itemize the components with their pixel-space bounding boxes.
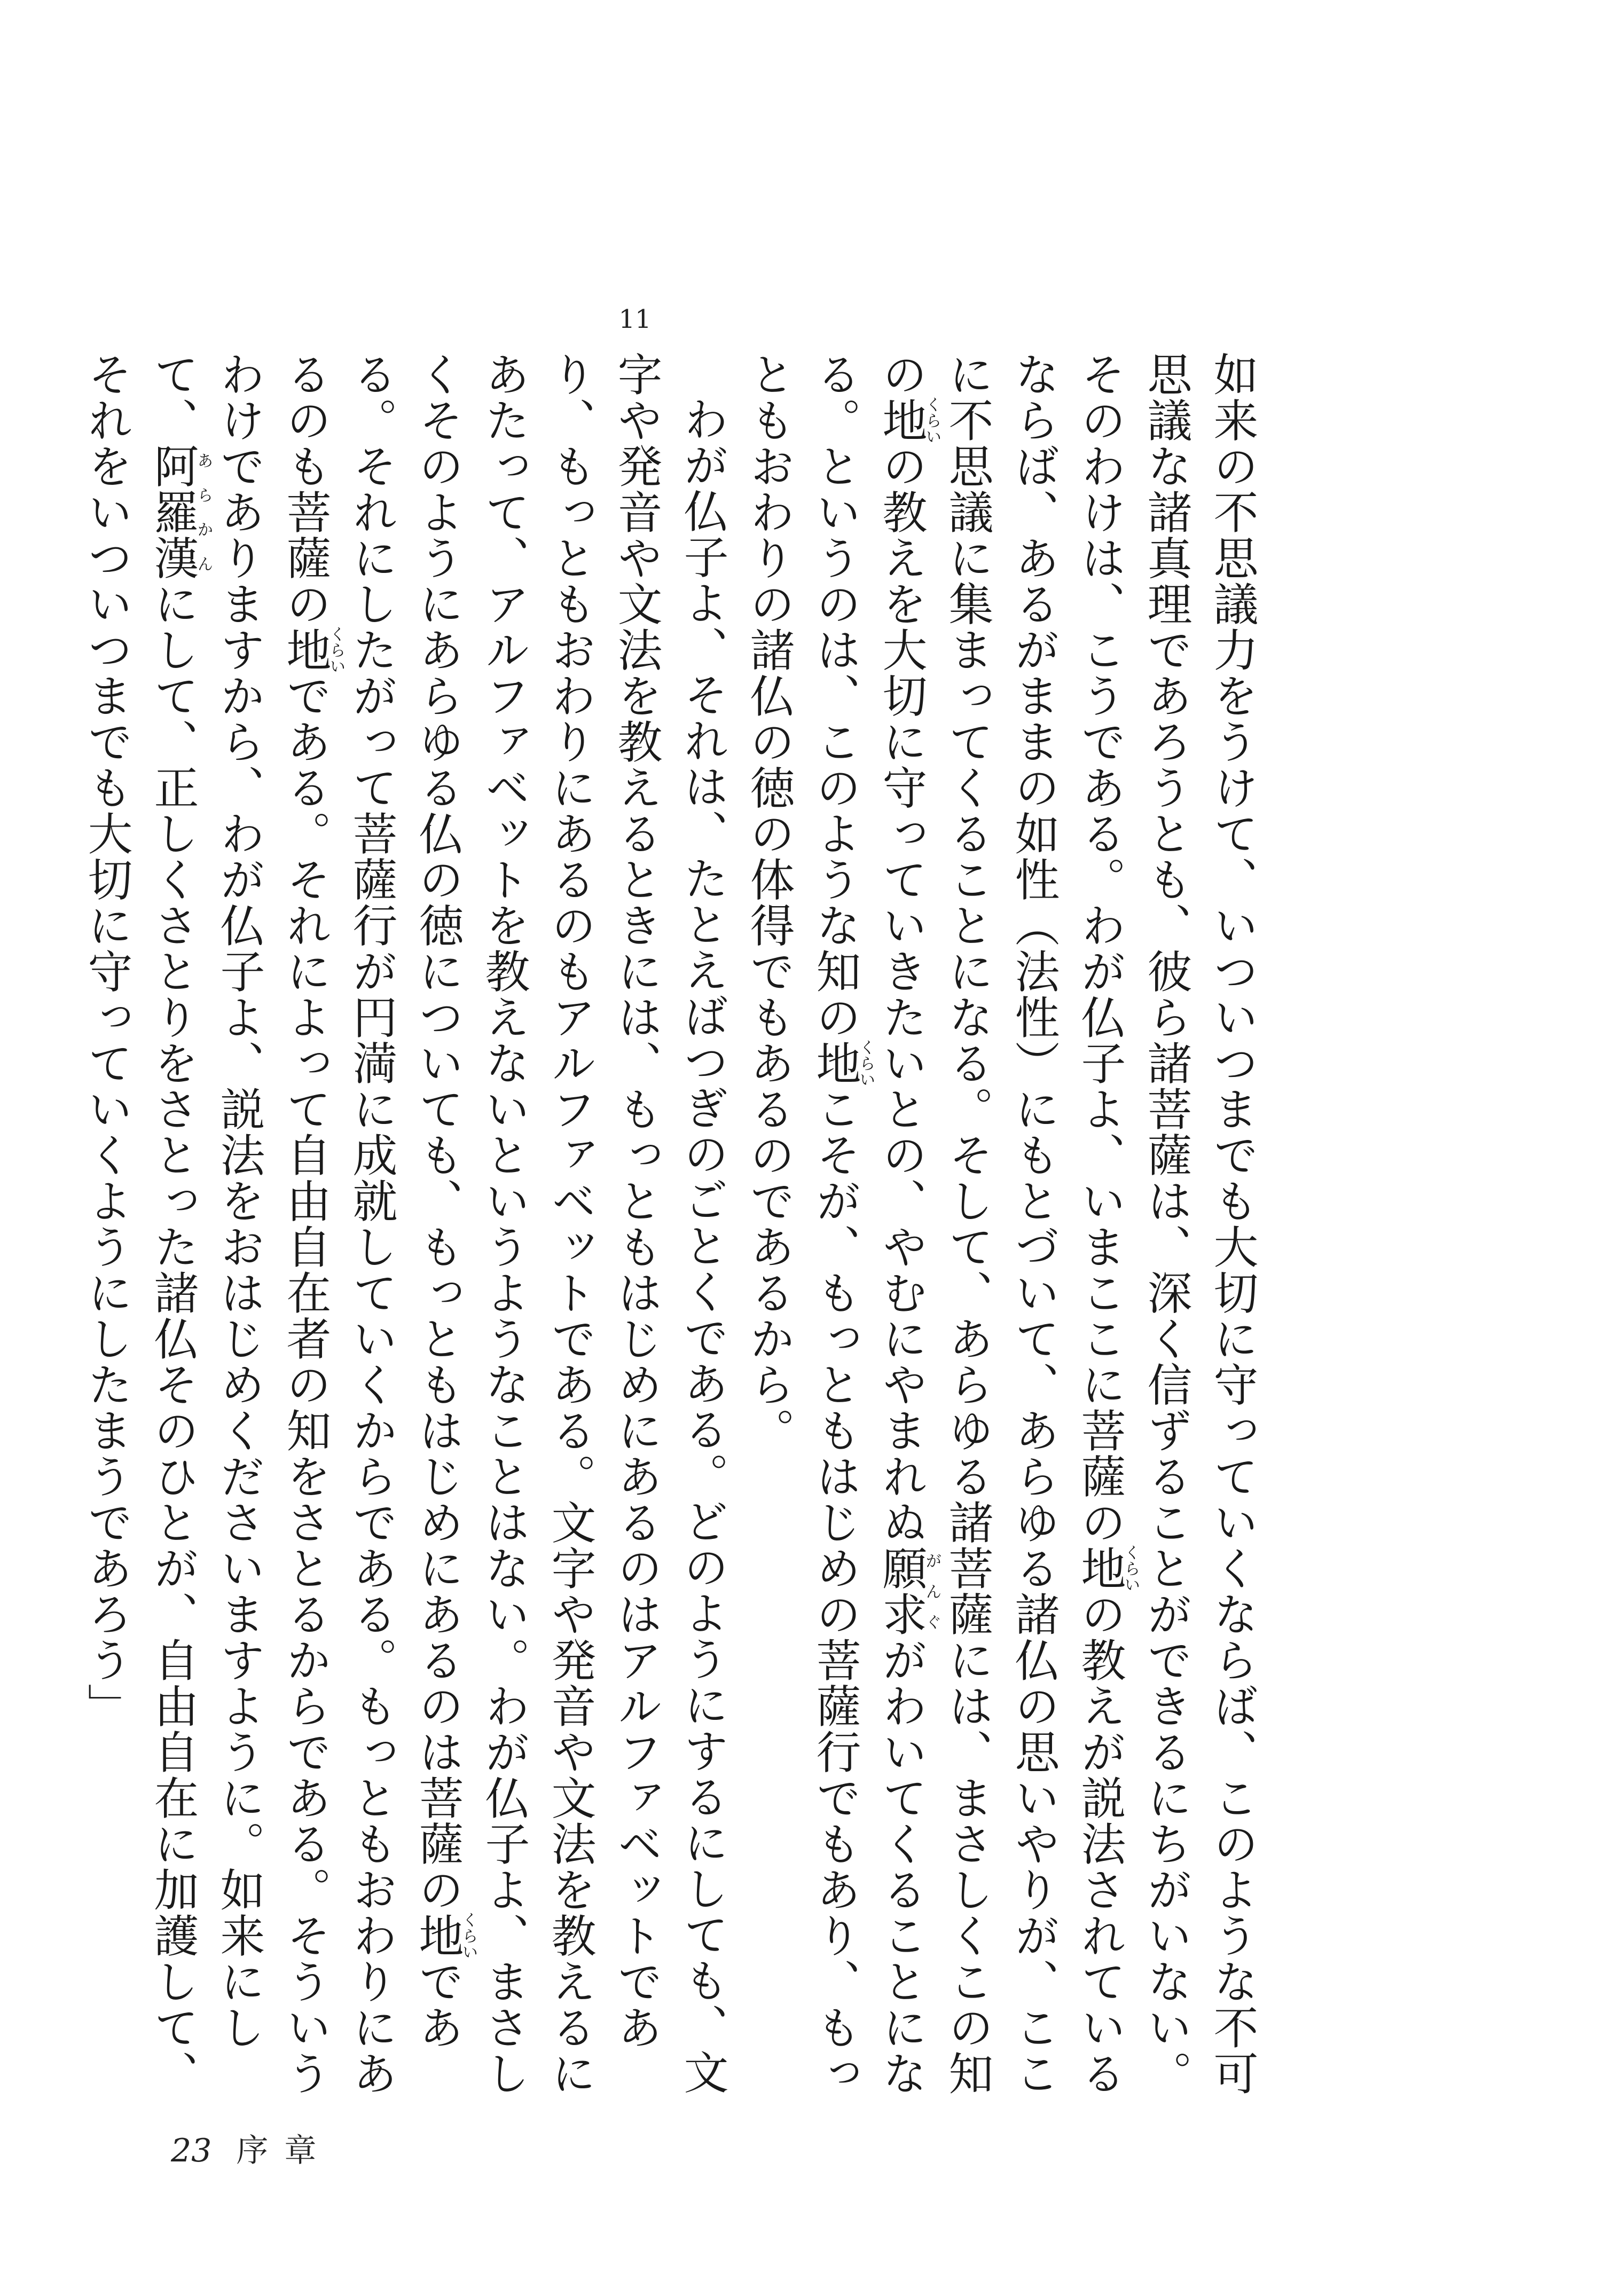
text-run: こそが、もっともはじめの菩薩行でもあり、もっともおわりの諸仏の徳の体得でもあるのであるから。	[743, 351, 861, 2096]
text-run: わが仏子よ、それは、たとえばつぎのごとくである。どのようにするにしても、文字や発音や文法を教えるときには、もっともはじめにあるのはアルファベットであり、もっともおわりにあるのもアルファベットである。文字や発音や文法を教えるにあたって、アルファベットを教えないというようなことはない。わが仏子よ、まさしくそのようにあらゆる仏の徳についても、もっともはじめにあるのは菩薩の	[412, 351, 729, 2096]
ruby-annotated-word	[279, 626, 346, 674]
text-run: の教えを大切に守っていきたいとの、やむにやまれぬ	[875, 443, 928, 1545]
ruby-base: 地	[875, 396, 928, 444]
ruby-reading: くらい	[922, 396, 942, 444]
text-run: にして、正しくさとりをさとった諸仏そのひとが、自由自在に加護して、それをいついつまでも大切に守っていくようにしたまうであろう」	[81, 351, 199, 2096]
ruby-base: 地	[809, 1039, 861, 1087]
ruby-reading: くらい	[459, 1912, 478, 1960]
ruby-reading: あらかん	[194, 443, 213, 581]
ruby-annotated-word	[875, 396, 942, 444]
ruby-reading: くらい	[326, 626, 346, 674]
page-footer	[171, 2132, 333, 2169]
text-run: 如来の不思議力をうけて、いついつまでも大切に守っていくならば、このような不可思議な諸真理であろうとも、彼ら諸菩薩は、深く信ずることができるにちがいない。そのわけは、こうである。わが仏子よ、いまここに菩薩の	[1074, 351, 1259, 2096]
ruby-base: 阿羅漢	[147, 443, 199, 581]
section-number: 11	[618, 304, 652, 334]
ruby-base: 地	[279, 626, 332, 674]
text-run: である。それにしたがって菩薩行が円満に成就していくからである。もっともおわりにあるのも菩薩の	[279, 351, 464, 2096]
ruby-base: 地	[412, 1912, 464, 1960]
chapter-title: 序章	[236, 2132, 333, 2169]
page-number: 23	[171, 2132, 212, 2169]
ruby-annotated-word	[1074, 1544, 1140, 1592]
ruby-reading: くらい	[856, 1039, 875, 1087]
vertical-text-body	[81, 351, 1266, 2097]
paragraph	[736, 351, 1266, 2097]
paragraph	[74, 351, 736, 2097]
ruby-reading: がんぐ	[922, 1545, 942, 1637]
ruby-reading: くらい	[1121, 1544, 1140, 1592]
ruby-annotated-word	[809, 1039, 875, 1087]
ruby-annotated-word	[147, 443, 213, 581]
text-run: の教えが説法されているならば、あるがままの如性（法性）にもとづいて、あらゆる諸仏の思いやりが、ここに不思議に集まってくることになる。そして、あらゆる諸菩薩には、まさしくこの知の	[875, 351, 1126, 2096]
text-run: である。それによって自由自在者の知をさとるからである。そういうわけでありますから、わが仏子よ、説法をおはじめくださいますように。如来にして、	[147, 351, 332, 2096]
ruby-annotated-word	[875, 1545, 942, 1637]
ruby-annotated-word	[412, 1912, 478, 1960]
ruby-base: 地	[1074, 1544, 1126, 1592]
text-run: がわいてくることになる。というのは、このような知の	[809, 351, 928, 2096]
ruby-base: 願求	[875, 1545, 928, 1637]
